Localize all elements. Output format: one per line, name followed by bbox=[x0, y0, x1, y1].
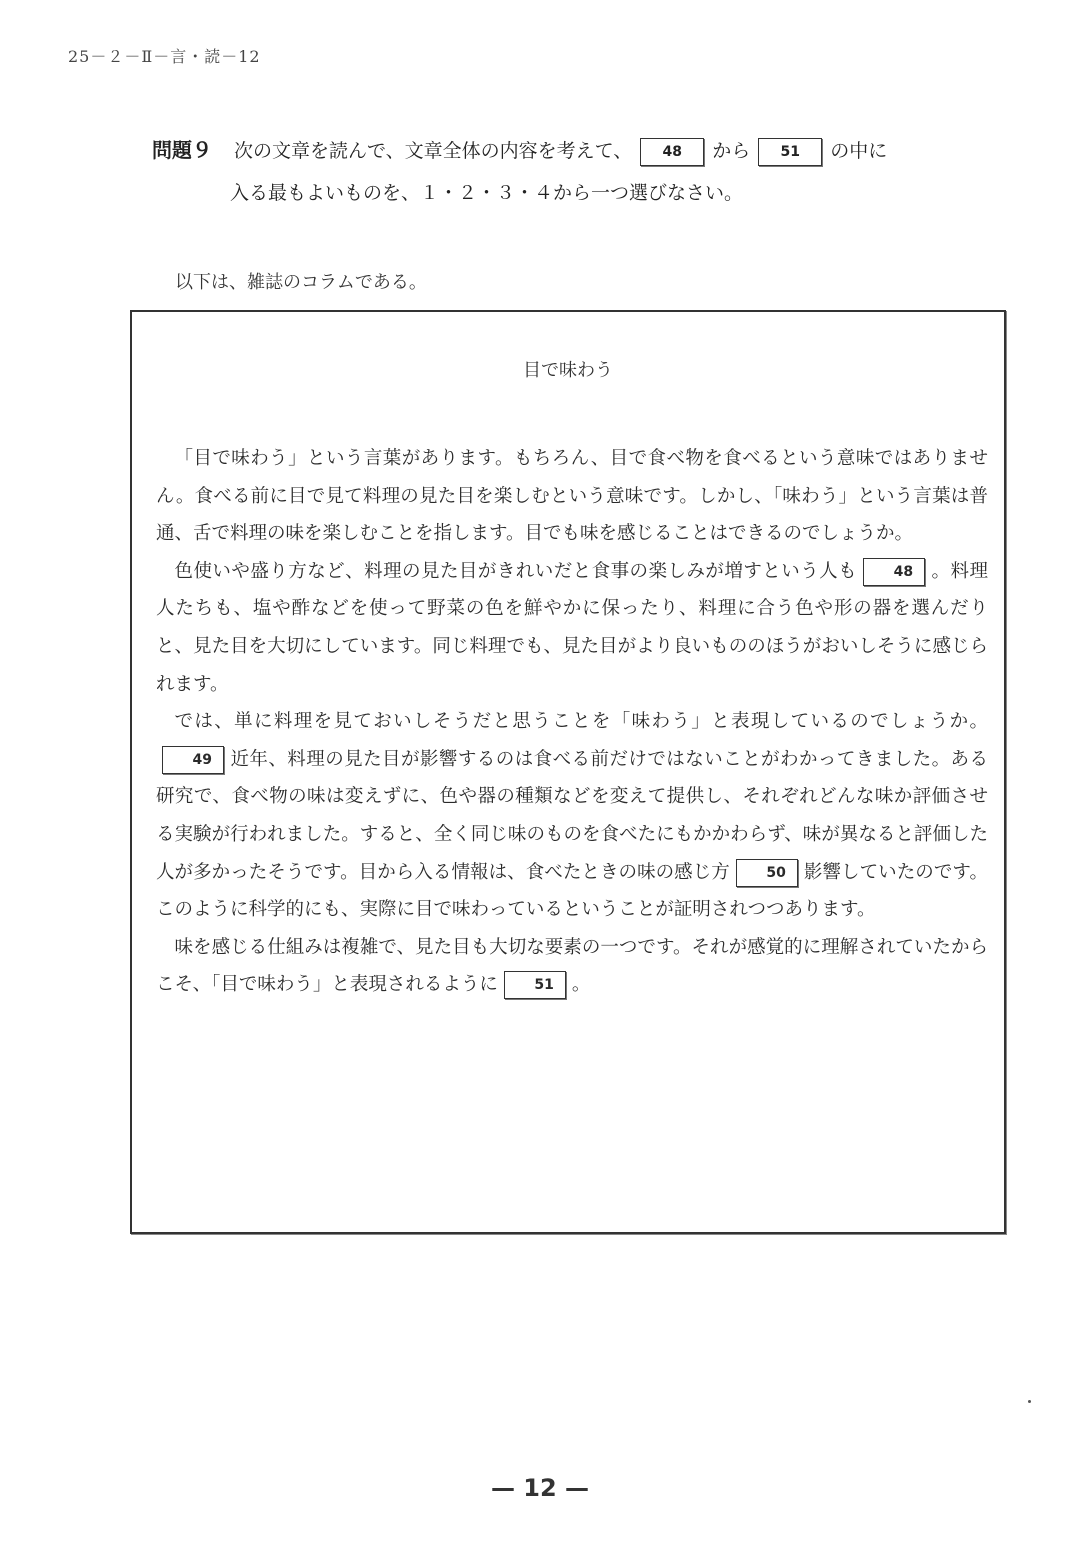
page-number: — 12 — bbox=[490, 1474, 590, 1502]
paragraph-2-text-b: 。料理人たちも、塩や酢などを使って野菜の色を鮮やかに保ったり、料理に合う色や形の器を選んだりと、見た目を大切にしています。同じ料理でも、見た目がより良いもののほうがおいしそうに感じられます。 bbox=[156, 560, 988, 695]
question-text-after: の中に bbox=[830, 140, 888, 162]
blank-range-start: 48 bbox=[640, 138, 704, 166]
paragraph-4 bbox=[156, 929, 988, 1004]
blank-50: 50 bbox=[736, 859, 798, 887]
article-box bbox=[130, 310, 1006, 1234]
paragraph-2 bbox=[156, 553, 988, 703]
paragraph-3-text-a: では、単に料理を見ておいしそうだと思うことを「味わう」と表現しているのでしょうか。 bbox=[174, 711, 988, 733]
paragraph-1: 「目で味わう」という言葉があります。もちろん、目で食べ物を食べるという意味ではありません。食べる前に目で見て料理の見た目を楽しむという意味です。しかし、「味わう」という言葉は普通、舌で料理の味を楽しむことを指します。目でも味を感じることはできるのでしょうか。 bbox=[156, 448, 988, 545]
question-text-mid: から bbox=[712, 140, 751, 162]
paragraph-2-text-a: 色使いや盛り方など、料理の見た目がきれいだと食事の楽しみが増すという人も bbox=[174, 560, 858, 582]
blank-48: 48 bbox=[863, 558, 925, 586]
blank-51: 51 bbox=[504, 971, 566, 999]
question-label: 問題９ bbox=[152, 138, 212, 162]
paragraph-3-text-c: 影響していたのです。このように科学的にも、実際に目で味わっているということが証明されつつあります。 bbox=[156, 861, 988, 921]
question-instruction bbox=[152, 134, 1012, 208]
blank-range-end: 51 bbox=[758, 138, 822, 166]
paragraph-3 bbox=[156, 703, 988, 929]
question-line-1 bbox=[152, 134, 1012, 166]
blank-49: 49 bbox=[162, 746, 224, 774]
paragraph-4-text-b: 。 bbox=[571, 974, 591, 996]
paragraph-3-text-b: 近年、料理の見た目が影響するのは食べる前だけではないことがわかってきました。ある研究で、食べ物の味は変えずに、色や器の種類などを変えて提供し、それぞれどんな味か評価させる実験が行われました。すると、全く同じ味のものを食べたにもかかわらず、味が異なると評価した人が多かったそうです。目から入る情報は、食べたときの味の感じ方 bbox=[156, 748, 988, 883]
paragraph-4-text-a: 味を感じる仕組みは複雑で、見た目も大切な要素の一つです。それが感覚的に理解されていたからこそ、「目で味わう」と表現されるように bbox=[156, 936, 988, 996]
article-title: 目で味わう bbox=[523, 360, 613, 381]
question-text-before: 次の文章を読んで、文章全体の内容を考えて、 bbox=[234, 140, 633, 162]
exam-code: 25－２－Ⅱ－言・読－12 bbox=[68, 47, 261, 66]
question-line-2: 入る最もよいものを、１・２・３・４から一つ選びなさい。 bbox=[230, 182, 744, 204]
article-body bbox=[156, 440, 988, 1004]
intro-text: 以下は、雑誌のコラムである。 bbox=[175, 272, 427, 293]
scan-speck bbox=[1028, 1400, 1031, 1403]
